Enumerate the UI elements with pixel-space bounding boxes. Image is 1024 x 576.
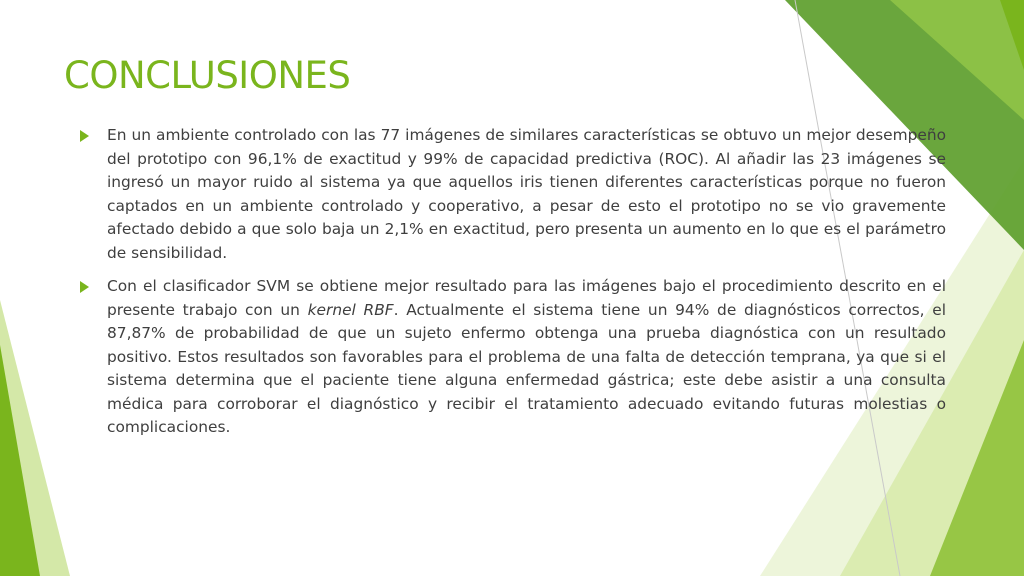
bullet-list [80, 124, 946, 450]
bullet-text-2-start: Con el clasificador SVM se obtiene mejor resultado para las imágenes bajo el procedimiento descrito en el presente trabajo con un [107, 277, 946, 319]
bullet-item-1 [80, 124, 946, 265]
bullet-text-2-end: . Actualmente el sistema tiene un 94% de diagnósticos correctos, el 87,87% de probabilidad de que un sujeto enfermo obtenga una prueba diagnóstica con un resultado positivo. Estos resultados son favorables para el problema de una falta de detección temprana, ya que si el sistema determina que el paciente tiene alguna enfermedad gástrica; este debe asistir a una consulta médica para corroborar el diagnóstico y recibir el tratamiento adecuado evitando futuras molestias o complicaciones. [107, 300, 946, 436]
kernel-term: kernel RBF [307, 300, 394, 319]
slide-title: CONCLUSIONES [64, 54, 351, 97]
bullet-item-2 [80, 275, 946, 440]
bullet-text-1: En un ambiente controlado con las 77 imágenes de similares características se obtuvo un mejor desempeño del prototipo con 96,1% de exactitud y 99% de capacidad predictiva (ROC). Al añadir las 23 imágenes se ingresó un mayor ruido al sistema ya que aquellos iris tienen diferentes características porque no fueron captados en un ambiente controlado y cooperativo, a pesar de esto el prototipo no se vio gravemente afectado debido a que solo baja un 2,1% en exactitud, pero presenta un aumento en lo que es el parámetro de sensibilidad. [107, 126, 946, 262]
arrow-bullet-icon [80, 281, 89, 293]
bullet-text-2 [107, 275, 946, 440]
arrow-bullet-icon [80, 130, 89, 142]
